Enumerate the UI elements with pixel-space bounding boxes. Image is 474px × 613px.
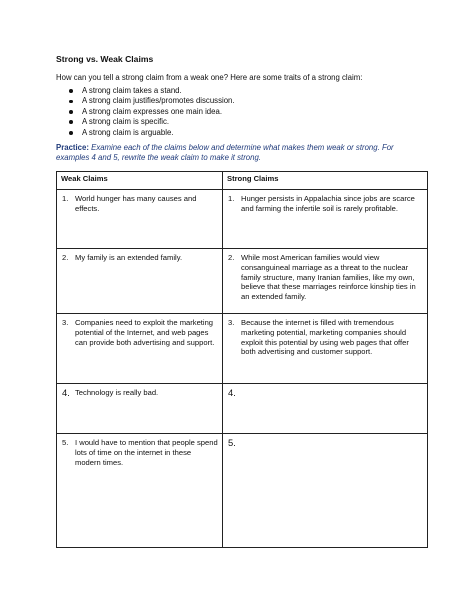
strong-claim-cell: 3. Because the internet is filled with tremendous marketing potential, marketing companies should exploit this potential by using web pages that offer both advertising and customer support. [223, 314, 428, 384]
strong-claim-answer[interactable] [240, 388, 423, 398]
practice-instructions [56, 143, 428, 164]
strong-claim-text: Because the internet is filled with tremendous marketing potential, marketing companies should exploit this potential by using web pages that offer both advertising and customer support. [241, 318, 409, 357]
intro-text: How can you tell a strong claim from a weak one? Here are some traits of a strong claim: [56, 73, 363, 82]
strong-claims-header: Strong Claims [223, 172, 428, 190]
trait-item: A strong claim takes a stand. [56, 86, 235, 96]
practice-instruction-2: For examples 4 and 5, rewrite the weak claim to make it strong. [56, 143, 394, 163]
trait-item: A strong claim justifies/promotes discussion. [56, 96, 235, 106]
table-row [57, 190, 428, 249]
table-row [57, 314, 428, 384]
strong-claim-text: Hunger persists in Appalachia since jobs are scarce and farming the infertile soil is rarely profitable. [241, 194, 415, 213]
page-title: Strong vs. Weak Claims [56, 54, 154, 64]
bullet-icon [69, 110, 73, 114]
weak-claim-text: Technology is really bad. [75, 388, 159, 397]
strong-claim-answer[interactable] [240, 438, 423, 448]
strong-claim-cell: 2. While most American families would view consanguineal marriage as a threat to the nuclear family structure, many Iranian families, like my own, believe that these marriages reinforce kinship ties in an extended family. [223, 249, 428, 314]
weak-claim-cell: 1. World hunger has many causes and effects. [57, 190, 223, 249]
strong-claim-text: While most American families would view consanguineal marriage as a threat to the nuclear family structure, many Iranian families, like my own, believe that these marriages reinforce kinship ties in an extended family. [241, 253, 416, 302]
weak-claim-cell: 3. Companies need to exploit the marketing potential of the Internet, and web pages can provide both advertising and support. [57, 314, 223, 384]
bullet-icon [69, 120, 73, 124]
table-row [57, 249, 428, 314]
weak-claim-cell: 4. Technology is really bad. [57, 384, 223, 434]
trait-item: A strong claim is specific. [56, 117, 235, 127]
weak-claim-text: I would have to mention that people spend lots of time on the internet in these modern times. [75, 438, 218, 467]
bullet-icon [69, 100, 73, 104]
weak-claims-header: Weak Claims [57, 172, 223, 190]
strong-claim-cell[interactable]: 5. [223, 434, 428, 548]
strong-claim-cell[interactable]: 4. [223, 384, 428, 434]
bullet-icon [69, 131, 73, 135]
weak-claim-text: My family is an extended family. [75, 253, 183, 262]
practice-instruction-1: Examine each of the claims below and determine what makes them weak or strong. [91, 143, 380, 152]
weak-claim-text: Companies need to exploit the marketing potential of the Internet, and web pages can provide both advertising and support. [75, 318, 215, 347]
weak-claim-text: World hunger has many causes and effects. [75, 194, 197, 213]
table-row [57, 434, 428, 548]
claims-table [56, 171, 428, 548]
traits-list [56, 86, 235, 138]
weak-claim-cell: 5. I would have to mention that people spend lots of time on the internet in these modern times. [57, 434, 223, 548]
trait-item: A strong claim expresses one main idea. [56, 107, 235, 117]
table-row [57, 384, 428, 434]
practice-label: Practice: [56, 143, 89, 152]
weak-claim-cell: 2. My family is an extended family. [57, 249, 223, 314]
bullet-icon [69, 89, 73, 93]
trait-item: A strong claim is arguable. [56, 128, 235, 138]
strong-claim-cell: 1. Hunger persists in Appalachia since jobs are scarce and farming the infertile soil is rarely profitable. [223, 190, 428, 249]
